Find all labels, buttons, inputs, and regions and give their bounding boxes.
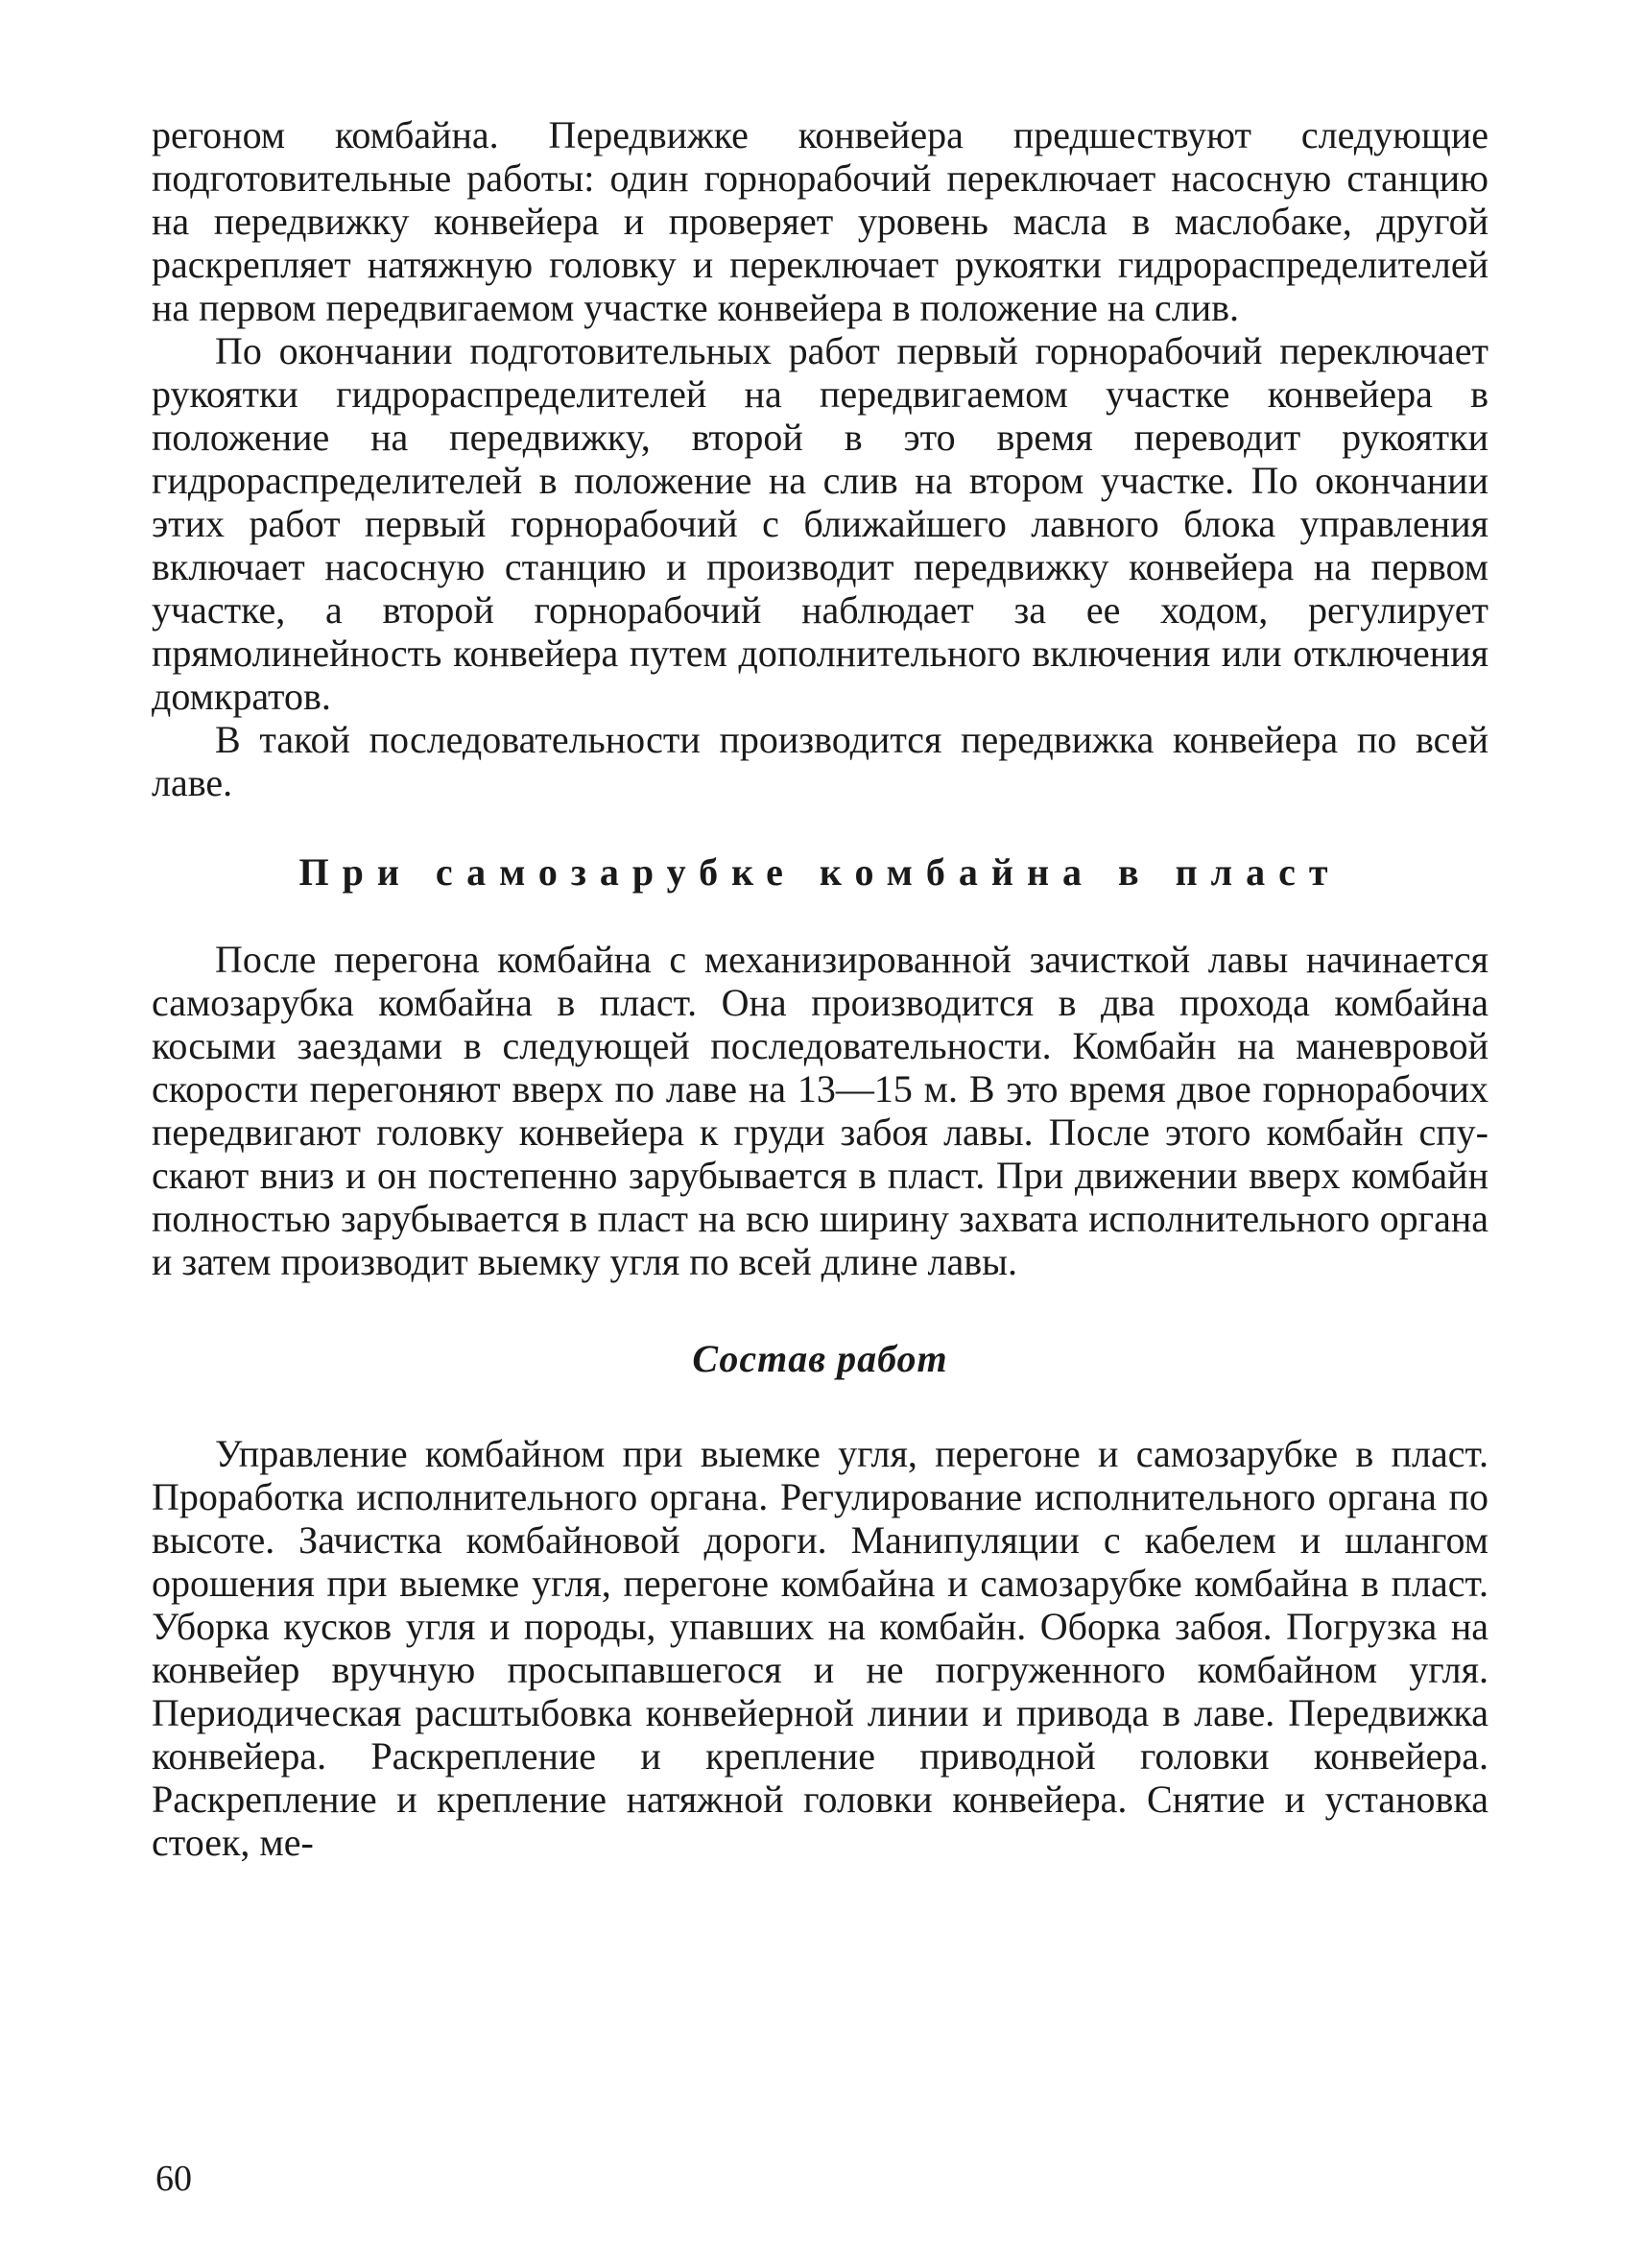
- page-content: [152, 113, 1488, 1864]
- section-heading-self-cutting: При самозарубке комбайна в пласт: [298, 850, 1342, 894]
- paragraph-self-cutting: После перегона комбайна с механизированной зачисткой лавы начинается самозарубка комбайна в пласт. Она производится в два прохода комбайна косыми заездами в следующей последовательности. Комбайн на маневровой скорости перегоняют вверх по лаве на 13—15 м. В это время двое горнорабочих передвигают головку конвейера к груди забоя лавы. После этого комбайн спускают вниз и он постепенно зарубывается в пласт. При движении вверх комбайн полностью зарубывается в пласт на всю ширину захвата исполнительного органа и затем производит выемку угля по всей длине лавы.: [152, 938, 1488, 1283]
- paragraph-work-composition: Управление комбайном при выемке угля, перегоне и самозарубке в пласт. Проработка исполнительного органа. Регулирование исполнительного органа по высоте. Зачистка комбайновой дороги. Манипуляции с кабелем и шлангом орошения при выемке угля, перегоне комбайна и самозарубке комбайна в пласт. Уборка кусков угля и породы, упавших на комбайн. Оборка забоя. Погрузка на конвейер вручную просыпавшегося и не погруженного комбайном угля. Периодическая расштыбовка конвейерной линии и привода в лаве. Передвижка конвейера. Раскрепление и крепление приводной головки конвейера. Раскрепление и крепление натяжной головки конвейера. Снятие и установка стоек, ме-: [152, 1432, 1488, 1864]
- page-number: 60: [155, 2159, 192, 2199]
- paragraph-preparation-finished: По окончании подготовительных работ первый горнорабочий переключает рукоятки гидрораспределителей на передвигаемом участке конвейера в положение на передвижку, второй в это время переводит рукоятки гидрораспределителей в положение на слив на втором участке. По окончании этих работ первый горнорабочий с ближайшего лавного блока управления включает насосную станцию и производит передвижку конвейера на первом участке, а второй горнорабочий наблюдает за ее ходом, регулирует прямолинейность конвейера путем дополнительного включения или отключения домкратов.: [152, 329, 1488, 718]
- paragraph-sequence: В такой последовательности производится передвижка конвейера по всей лаве.: [152, 718, 1488, 804]
- section-heading-work-composition: Состав работ: [692, 1337, 948, 1380]
- paragraph-continued: регоном комбайна. Передвижке конвейера предшествуют следующие подготовительные работы: один горнорабочий переключает насосную станцию на передвижку конвейера и проверяет уровень масла в маслобаке, другой раскрепляет натяжную головку и переключает рукоятки гидрораспределителей на первом передвигаемом участке конвейера в положение на слив.: [152, 113, 1488, 329]
